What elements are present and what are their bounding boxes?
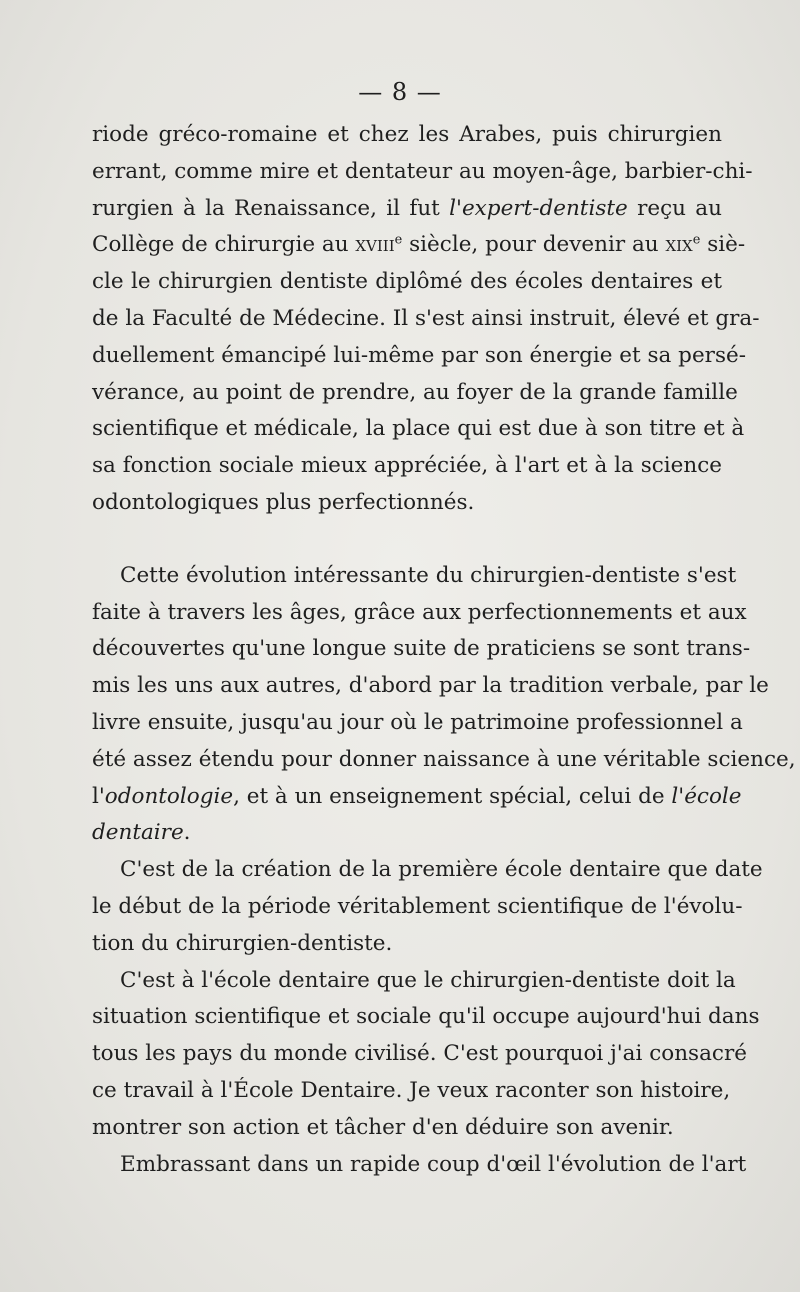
text-line: situation scientifique et sociale qu'il occupe aujourd'hui dans: [92, 1004, 760, 1030]
text-line: C'est de la création de la première école dentaire que date: [120, 857, 763, 883]
text-line: sa fonction sociale mieux appréciée, à l'art et à la science: [92, 453, 722, 479]
text-line: tion du chirurgien-dentiste.: [92, 930, 393, 956]
italic-term: odontologie: [104, 783, 234, 809]
text-line: l'odontologie, et à un enseignement spécial, celui de l'école: [92, 783, 742, 809]
text-line: C'est à l'école dentaire que le chirurgien-dentiste doit la: [120, 967, 736, 993]
text-line: vérance, au point de prendre, au foyer de la grande famille: [92, 379, 738, 405]
text-line: Embrassant dans un rapide coup d'œil l'évolution de l'art: [120, 1151, 747, 1177]
text-line: ce travail à l'École Dentaire. Je veux raconter son histoire,: [92, 1077, 731, 1103]
text-line: dentaire.: [92, 820, 191, 846]
paragraph-5: [92, 1147, 747, 1184]
paragraph-4: [92, 963, 760, 1147]
text-line: scientifique et médicale, la place qui est due à son titre et à: [92, 416, 745, 442]
paragraph-spacer: [92, 522, 722, 558]
text-line: rurgien à la Renaissance, il fut l'expert-dentiste reçu au: [92, 195, 722, 221]
paragraph-2: [92, 558, 796, 852]
text-line: riode gréco-romaine et chez les Arabes, puis chirurgien: [92, 122, 722, 147]
text-line: odontologiques plus perfectionnés.: [92, 489, 475, 515]
paragraph-3: [92, 852, 763, 962]
text-line: faite à travers les âges, grâce aux perfectionnements et aux: [92, 599, 747, 625]
italic-term: dentaire: [92, 820, 184, 846]
text-line: tous les pays du monde civilisé. C'est pourquoi j'ai consacré: [92, 1041, 747, 1067]
text-line: montrer son action et tâcher d'en déduire son avenir.: [92, 1114, 674, 1140]
text-line: livre ensuite, jusqu'au jour où le patrimoine professionnel a: [92, 709, 743, 735]
text-line: le début de la période véritablement scientifique de l'évolu-: [92, 893, 743, 919]
italic-term: l'école: [671, 783, 742, 809]
paragraph-1: [92, 117, 760, 522]
text-line: mis les uns aux autres, d'abord par la tradition verbale, par le: [92, 673, 769, 699]
body-text: [92, 117, 796, 1183]
text-line: Cette évolution intéressante du chirurgien-dentiste s'est: [120, 562, 737, 588]
italic-term: l'expert-dentiste: [449, 195, 628, 221]
page-number: — 8 —: [358, 78, 442, 106]
text-line: errant, comme mire et dentateur au moyen-âge, barbier-chi-: [92, 158, 753, 184]
text-line: de la Faculté de Médecine. Il s'est ainsi instruit, élevé et gra-: [92, 305, 760, 331]
text-line: Collège de chirurgie au xviii$^e$ siècle, pour devenir au xix$^e$ siè-: [92, 232, 746, 258]
text-line: cle le chirurgien dentiste diplômé des écoles dentaires et: [92, 269, 722, 295]
text-line: été assez étendu pour donner naissance à une véritable science,: [92, 746, 796, 772]
text-line: duellement émancipé lui-même par son énergie et sa persé-: [92, 342, 746, 368]
text-line: découvertes qu'une longue suite de praticiens se sont trans-: [92, 636, 751, 662]
